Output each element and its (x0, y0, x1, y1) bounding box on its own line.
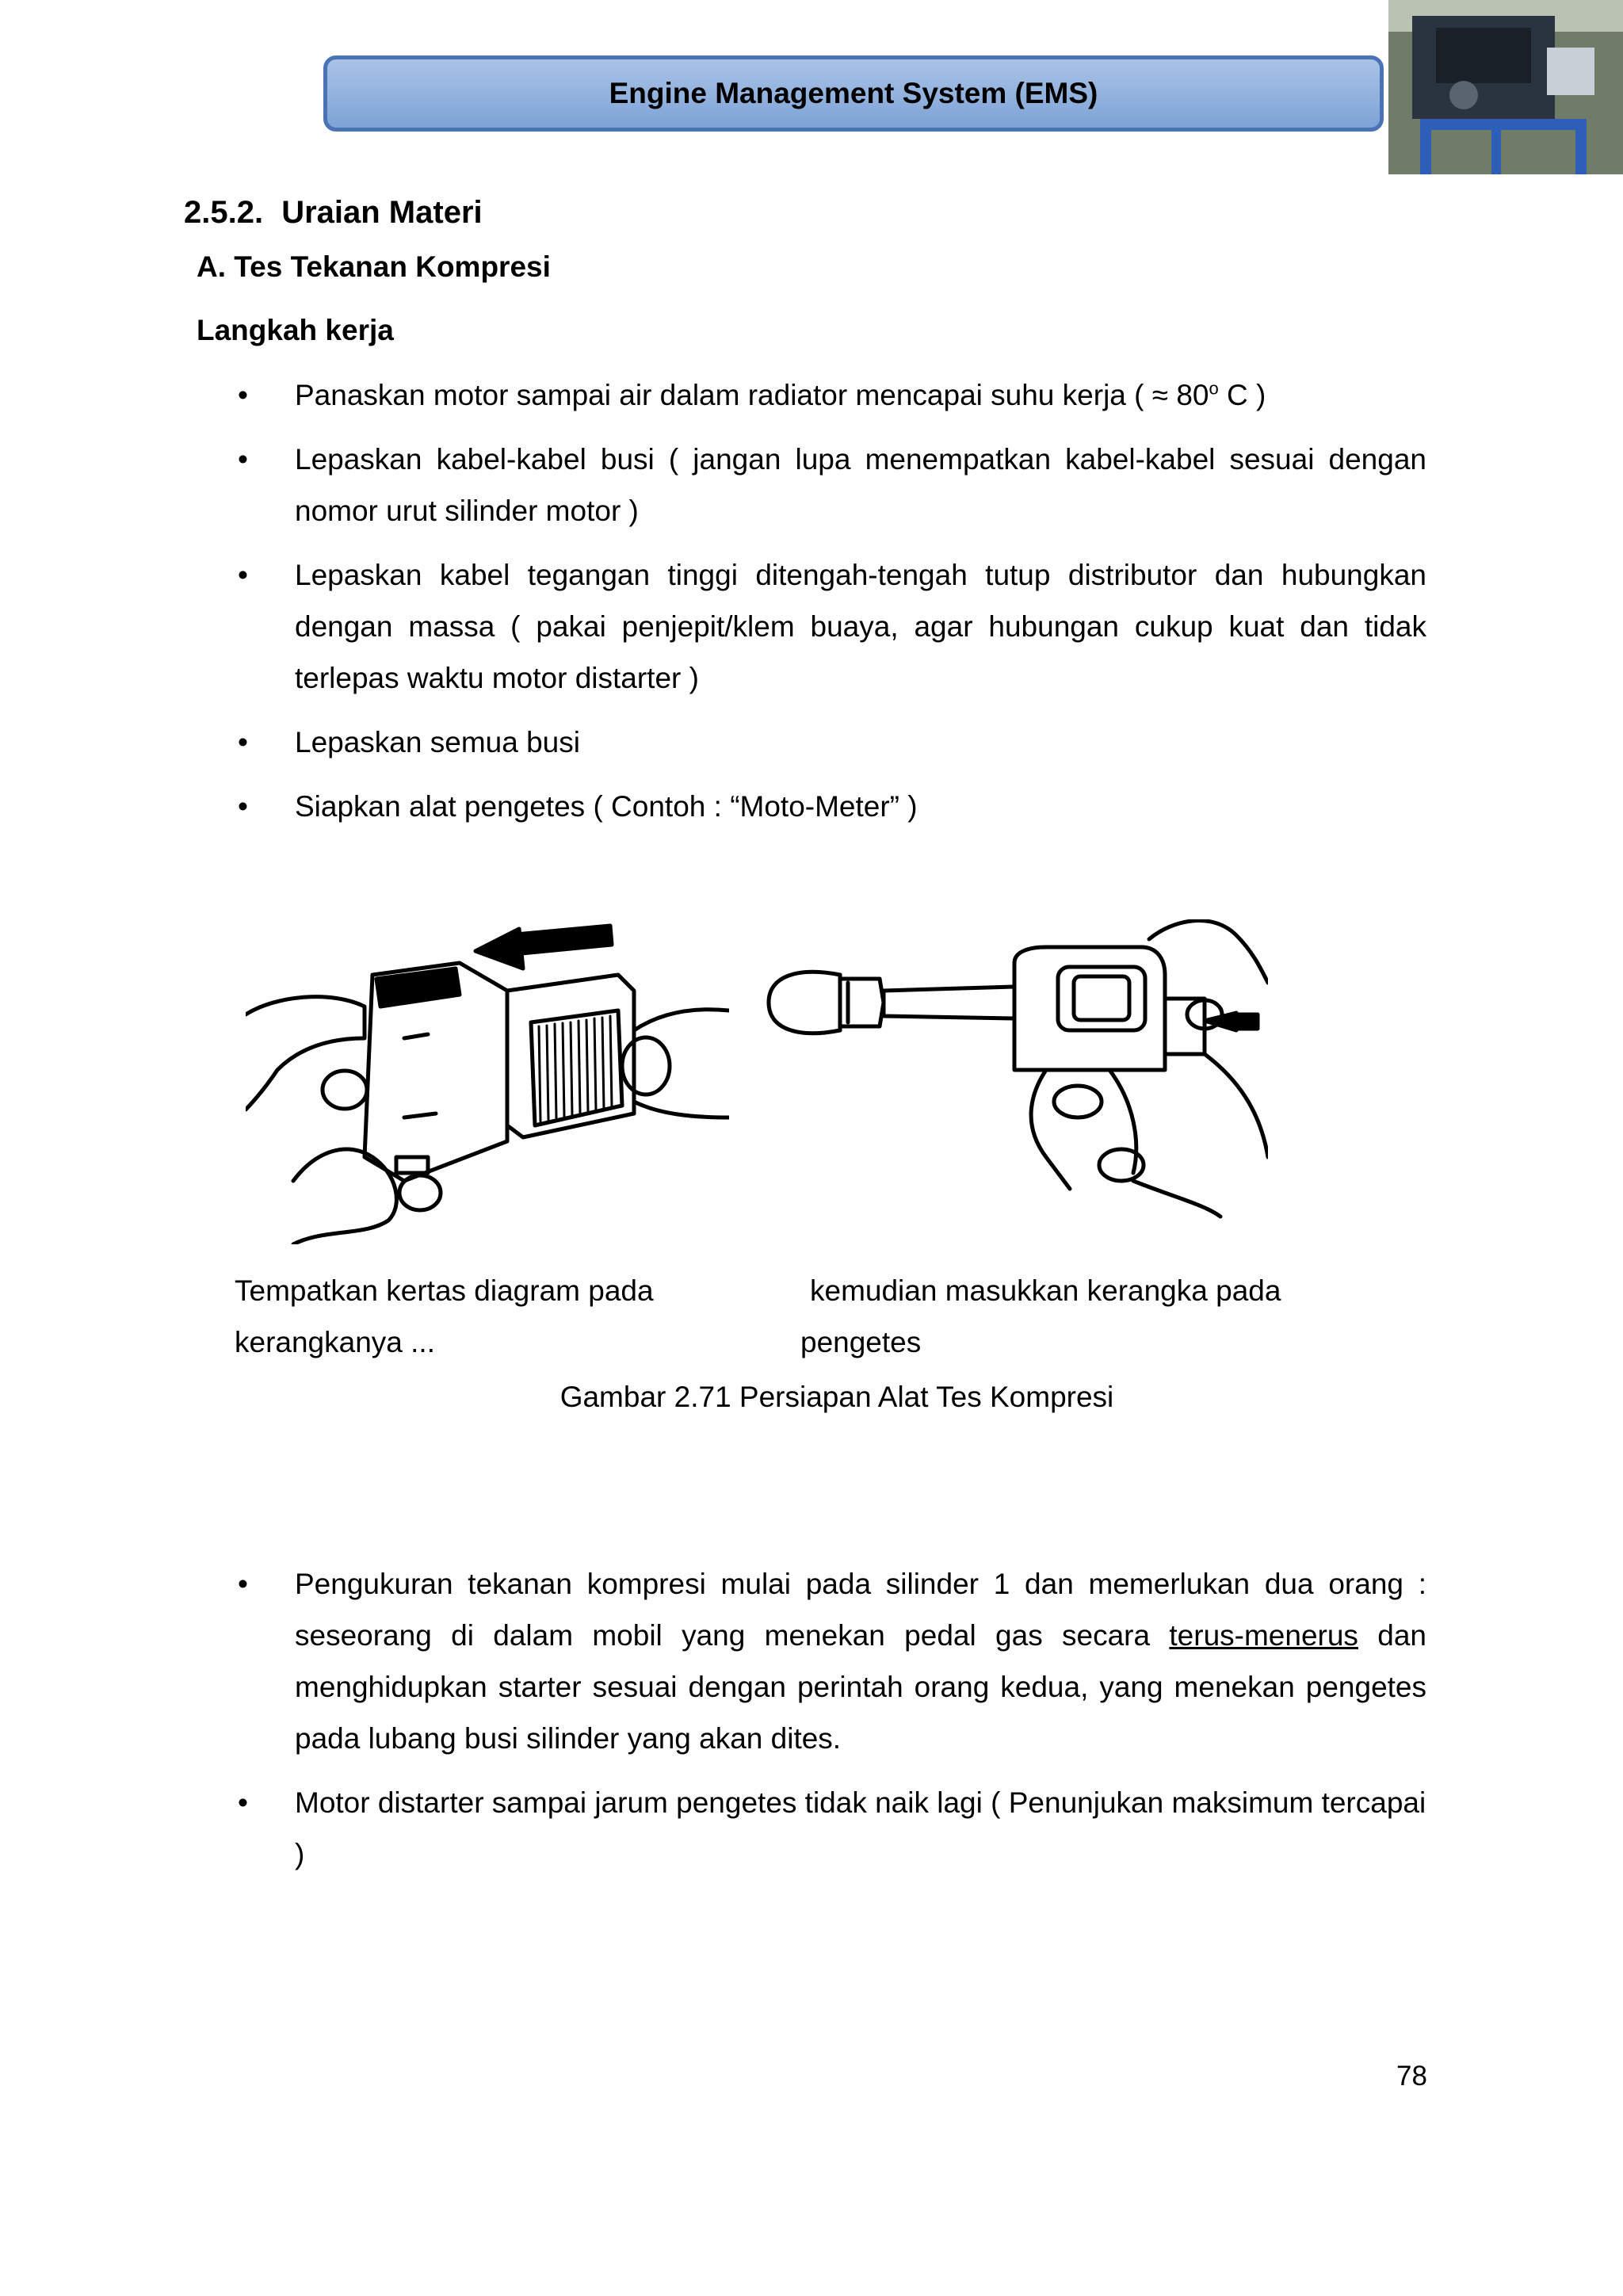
header-bar (323, 55, 1384, 132)
list-item (238, 781, 1426, 832)
step-text: Panaskan motor sampai air dalam radiator mencapai suhu kerja ( ≈ 80 (295, 379, 1209, 411)
steps-label: Langkah kerja (197, 314, 394, 346)
caption-line: kemudian masukkan kerangka pada (810, 1274, 1281, 1307)
section-title: Uraian Materi (281, 195, 483, 230)
underlined-text: terus-menerus (1169, 1619, 1358, 1652)
engine-photo (1388, 0, 1623, 174)
list-item (238, 369, 1426, 421)
header-title: Engine Management System (EMS) (609, 77, 1098, 109)
steps-list-top (238, 369, 1426, 845)
step-text: dan menghidupkan starter sesuai dengan perintah orang kedua, yang menekan pengetes pada lubang busi silinder yang akan dites. (295, 1619, 1426, 1755)
caption-line: pengetes (800, 1326, 922, 1358)
step-text: Lepaskan kabel tegangan tinggi ditengah-tengah tutup distributor dan hubungkan dengan massa ( pakai penjepit/klem buaya, agar hubungan cukup kuat dan tidak terlepas waktu motor distarter ) (295, 559, 1426, 694)
list-item (238, 549, 1426, 704)
caption-line: Tempatkan kertas diagram pada (235, 1274, 654, 1307)
figure-caption: Gambar 2.71 Persiapan Alat Tes Kompresi (559, 1381, 1114, 1413)
section-heading (184, 195, 483, 231)
step-text: Motor distarter sampai jarum pengetes tidak naik lagi ( Penunjukan maksimum tercapai ) (295, 1786, 1426, 1870)
figure-left-caption (235, 1265, 654, 1368)
caption-line: kerangkanya ... (235, 1326, 435, 1358)
steps-list-bottom (238, 1558, 1426, 1893)
illustration-tester (761, 919, 1268, 1224)
step-text: Siapkan alat pengetes ( Contoh : “Moto-Meter” ) (295, 790, 918, 823)
bullet-icon: • (238, 379, 248, 411)
bullet-icon: • (238, 790, 248, 823)
degree-superscript: o (1209, 378, 1219, 399)
bullet-icon: • (238, 443, 248, 476)
step-text: Lepaskan semua busi (295, 726, 580, 758)
page-number: 78 (1396, 2061, 1427, 2092)
list-item (238, 716, 1426, 768)
bullet-icon: • (238, 559, 248, 591)
figure-right-caption (800, 1265, 1281, 1368)
bullet-icon: • (238, 1786, 248, 1819)
subsection-heading: A. Tes Tekanan Kompresi (197, 250, 551, 283)
list-item (238, 1777, 1426, 1880)
step-text: Lepaskan kabel-kabel busi ( jangan lupa menempatkan kabel-kabel sesuai dengan nomor urut silinder motor ) (295, 443, 1426, 527)
list-item (238, 1558, 1426, 1764)
step-text: C ) (1218, 379, 1266, 411)
bullet-icon: • (238, 1568, 248, 1600)
list-item (238, 434, 1426, 537)
step-text: Pengukuran tekanan kompresi mulai pada silinder 1 dan memerlukan dua orang : seseorang di dalam mobil yang menekan pedal gas secara (295, 1568, 1426, 1652)
section-number: 2.5.2. (184, 195, 264, 230)
illustration-diagram-paper (246, 919, 729, 1248)
bullet-icon: • (238, 726, 248, 758)
